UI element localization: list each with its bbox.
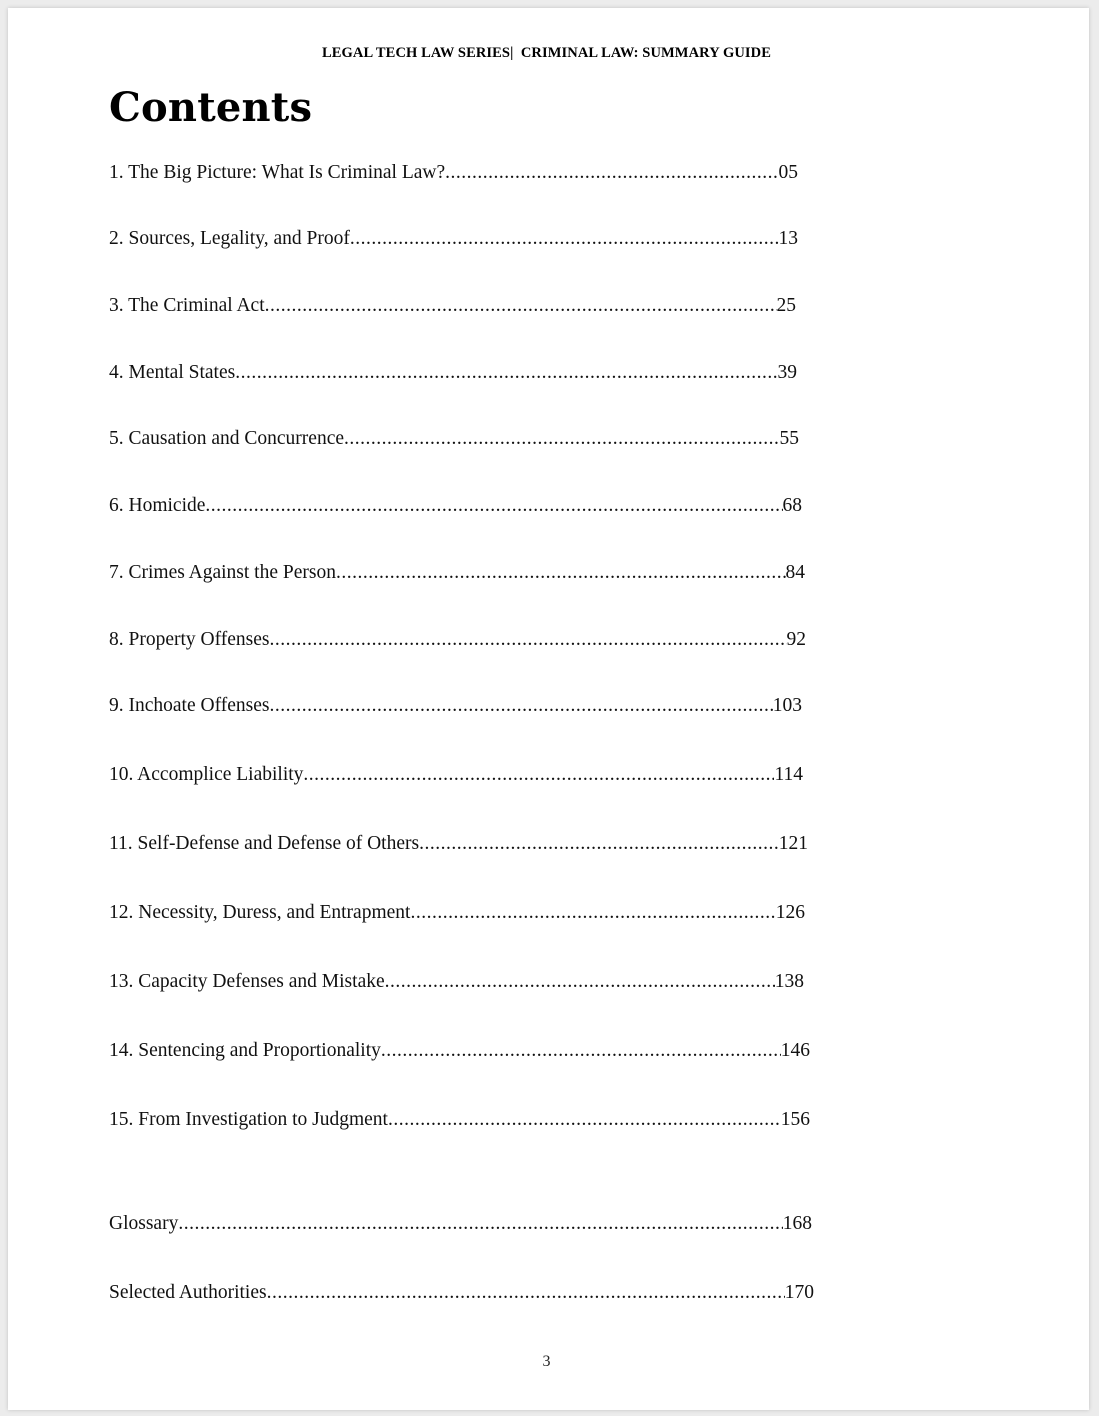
dot-leader (410, 902, 775, 924)
dot-leader (445, 162, 778, 184)
toc-entry-page: 138 (774, 971, 804, 992)
toc-entry-page: 156 (780, 1109, 810, 1130)
toc-entry-page: 103 (772, 695, 802, 716)
toc-entry-7[interactable] (109, 562, 805, 584)
toc-entry-9[interactable] (109, 695, 802, 717)
toc-entry-page: 170 (784, 1282, 814, 1303)
page-title: Contents (109, 84, 313, 131)
toc-entry-8[interactable] (109, 629, 806, 651)
dot-leader (270, 629, 787, 651)
toc-entry-selected-authorities[interactable] (109, 1282, 814, 1304)
dot-leader (385, 971, 775, 993)
toc-entry-page: 168 (782, 1213, 812, 1234)
toc-entry-page: 68 (782, 495, 802, 516)
toc-entry-label: 4. Mental States (109, 362, 236, 383)
dot-leader (267, 1282, 785, 1304)
toc-entry-page: 55 (779, 428, 799, 449)
toc-entry-15[interactable] (109, 1109, 810, 1131)
running-head: LEGAL TECH LAW SERIES| CRIMINAL LAW: SUMMARY GUIDE (321, 45, 772, 61)
toc-entry-page: 25 (776, 295, 796, 316)
toc-entry-label: 5. Causation and Concurrence (109, 428, 345, 449)
toc-entry-label: 7. Crimes Against the Person (109, 562, 336, 583)
toc-entry-page: 05 (778, 162, 798, 183)
toc-entry-page: 121 (778, 833, 808, 854)
toc-entry-12[interactable] (109, 902, 805, 924)
dot-leader (303, 764, 774, 786)
toc-entry-label: 13. Capacity Defenses and Mistake (109, 971, 385, 992)
toc-entry-5[interactable] (109, 428, 799, 450)
toc-entry-label: 11. Self-Defense and Defense of Others (109, 833, 420, 854)
dot-leader (269, 695, 772, 717)
toc-entry-2[interactable] (109, 228, 798, 250)
toc-entry-4[interactable] (109, 362, 797, 384)
toc-entry-1[interactable] (109, 162, 798, 184)
dot-leader (205, 495, 782, 517)
dot-leader (235, 362, 777, 384)
dot-leader (178, 1213, 782, 1235)
toc-entry-label: 1. The Big Picture: What Is Criminal Law? (109, 162, 446, 183)
dot-leader (388, 1109, 781, 1131)
dot-leader (419, 833, 779, 855)
toc-entry-3[interactable] (109, 295, 796, 317)
toc-entry-label: 12. Necessity, Duress, and Entrapment (109, 902, 411, 923)
dot-leader (336, 562, 786, 584)
toc-entry-11[interactable] (109, 833, 808, 855)
toc-entry-10[interactable] (109, 764, 803, 786)
toc-entry-label: 8. Property Offenses (109, 629, 270, 650)
toc-entry-label: 10. Accomplice Liability (109, 764, 304, 785)
toc-entry-glossary[interactable] (109, 1213, 812, 1235)
toc-entry-page: 39 (777, 362, 797, 383)
page-number: 3 (542, 1353, 551, 1370)
toc-entry-13[interactable] (109, 971, 804, 993)
toc-entry-page: 84 (785, 562, 805, 583)
toc-entry-page: 13 (778, 228, 798, 249)
document-page (8, 8, 1089, 1410)
toc-entry-page: 92 (786, 629, 806, 650)
dot-leader (265, 295, 777, 317)
toc-entry-label: 6. Homicide (109, 495, 206, 516)
toc-entry-14[interactable] (109, 1040, 810, 1062)
toc-entry-6[interactable] (109, 495, 802, 517)
toc-entry-label: Glossary (109, 1213, 179, 1234)
toc-entry-label: Selected Authorities (109, 1282, 267, 1303)
toc-entry-page: 114 (774, 764, 803, 785)
toc-entry-page: 126 (775, 902, 805, 923)
toc-entry-label: 9. Inchoate Offenses (109, 695, 270, 716)
toc-entry-label: 3. The Criminal Act (109, 295, 265, 316)
dot-leader (344, 428, 779, 450)
toc-entry-label: 15. From Investigation to Judgment (109, 1109, 388, 1130)
toc-entry-page: 146 (780, 1040, 810, 1061)
dot-leader (350, 228, 779, 250)
dot-leader (381, 1040, 781, 1062)
toc-entry-label: 2. Sources, Legality, and Proof (109, 228, 350, 249)
toc-entry-label: 14. Sentencing and Proportionality (109, 1040, 381, 1061)
